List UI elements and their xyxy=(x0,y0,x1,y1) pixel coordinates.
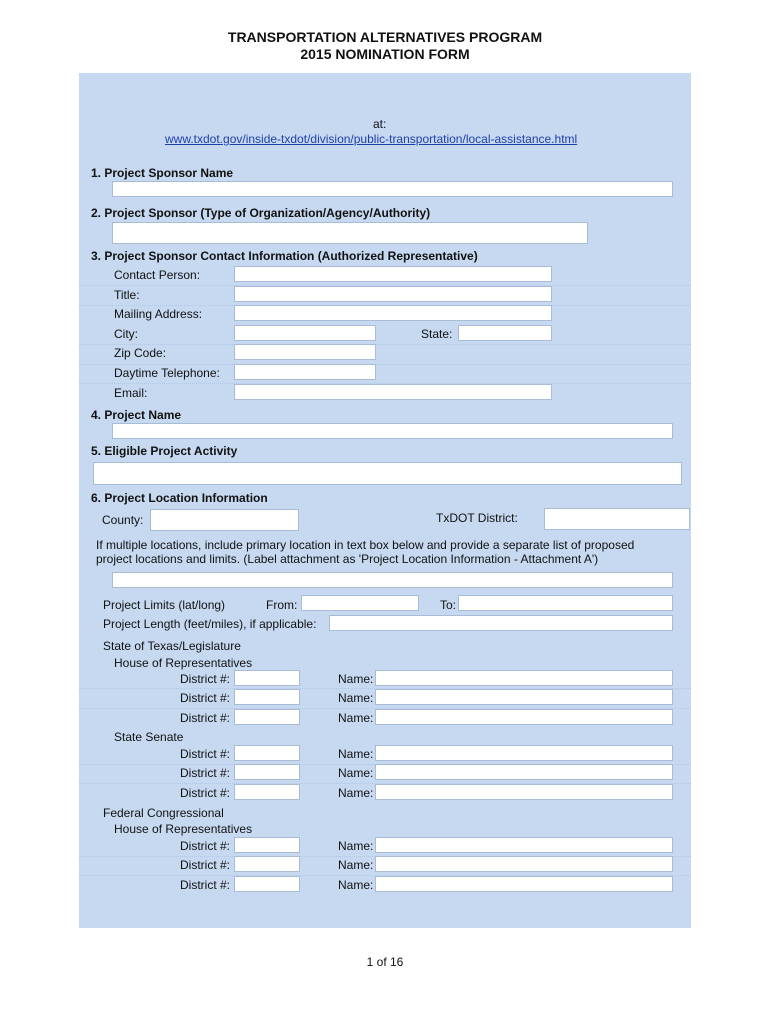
name-label: Name: xyxy=(338,747,374,761)
project-name-input[interactable] xyxy=(112,423,673,439)
section-4-heading: 4. Project Name xyxy=(91,408,182,422)
federal-house-heading: House of Representatives xyxy=(114,822,253,836)
name-label: Name: xyxy=(338,786,374,800)
state-house-district-input-3[interactable] xyxy=(234,709,300,725)
state-senate-name-input-1[interactable] xyxy=(375,745,673,761)
mailing-address-input[interactable] xyxy=(234,305,552,321)
section-2-heading: 2. Project Sponsor (Type of Organization/Agency/Authority) xyxy=(91,206,431,220)
mailing-address-label: Mailing Address: xyxy=(114,307,203,321)
federal-house-district-input-3[interactable] xyxy=(234,876,300,892)
name-label: Name: xyxy=(338,691,374,705)
state-senate-district-input-1[interactable] xyxy=(234,745,300,761)
state-senate-district-input-2[interactable] xyxy=(234,764,300,780)
name-label: Name: xyxy=(338,766,374,780)
email-label: Email: xyxy=(114,386,148,400)
district-label: District #: xyxy=(180,672,231,686)
name-label: Name: xyxy=(338,878,374,892)
form-title-line2: 2015 NOMINATION FORM xyxy=(300,46,470,62)
title-input[interactable] xyxy=(234,286,552,302)
name-label: Name: xyxy=(338,672,374,686)
intro-at: at: xyxy=(373,117,387,131)
row-divider xyxy=(79,344,691,345)
federal-house-district-input-1[interactable] xyxy=(234,837,300,853)
project-sponsor-name-input[interactable] xyxy=(112,181,673,197)
state-house-name-input-3[interactable] xyxy=(375,709,673,725)
district-label: District #: xyxy=(180,839,231,853)
multiple-locations-note-line1: If multiple locations, include primary location in text box below and provide a separate list of proposed xyxy=(96,538,635,552)
section-1-heading: 1. Project Sponsor Name xyxy=(91,166,234,180)
zip-code-input[interactable] xyxy=(234,344,376,360)
limits-from-input[interactable] xyxy=(301,595,419,611)
section-6-heading: 6. Project Location Information xyxy=(91,491,268,505)
txdot-district-label: TxDOT District: xyxy=(436,511,518,525)
multiple-locations-note-line2: project locations and limits. (Label attachment as 'Project Location Information - Attachment A') xyxy=(96,552,599,566)
state-house-name-input-2[interactable] xyxy=(375,689,673,705)
state-house-district-input-1[interactable] xyxy=(234,670,300,686)
county-input[interactable] xyxy=(150,509,299,531)
page-number: 1 of 16 xyxy=(366,955,404,969)
county-label: County: xyxy=(102,513,144,527)
email-input[interactable] xyxy=(234,384,552,400)
district-label: District #: xyxy=(180,766,231,780)
name-label: Name: xyxy=(338,839,374,853)
state-house-district-input-2[interactable] xyxy=(234,689,300,705)
state-senate-district-input-3[interactable] xyxy=(234,784,300,800)
zip-code-label: Zip Code: xyxy=(114,346,167,360)
contact-person-input[interactable] xyxy=(234,266,552,282)
district-label: District #: xyxy=(180,747,231,761)
district-label: District #: xyxy=(180,691,231,705)
federal-house-name-input-1[interactable] xyxy=(375,837,673,853)
row-divider xyxy=(79,364,691,365)
daytime-telephone-input[interactable] xyxy=(234,364,376,380)
section-3-heading: 3. Project Sponsor Contact Information (Authorized Representative) xyxy=(91,249,478,263)
state-senate-heading: State Senate xyxy=(114,730,184,744)
state-senate-name-input-3[interactable] xyxy=(375,784,673,800)
district-label: District #: xyxy=(180,711,231,725)
section-5-heading: 5. Eligible Project Activity xyxy=(91,444,238,458)
district-label: District #: xyxy=(180,878,231,892)
federal-house-district-input-2[interactable] xyxy=(234,856,300,872)
district-label: District #: xyxy=(180,858,231,872)
project-length-label: Project Length (feet/miles), if applicable: xyxy=(103,617,317,631)
from-label: From: xyxy=(266,598,298,612)
sponsor-type-input[interactable] xyxy=(112,222,588,244)
form-title-line1: TRANSPORTATION ALTERNATIVES PROGRAM xyxy=(227,29,543,45)
txdot-district-input[interactable] xyxy=(544,508,690,530)
state-house-name-input-1[interactable] xyxy=(375,670,673,686)
limits-to-input[interactable] xyxy=(458,595,673,611)
city-input[interactable] xyxy=(234,325,376,341)
district-label: District #: xyxy=(180,786,231,800)
name-label: Name: xyxy=(338,858,374,872)
name-label: Name: xyxy=(338,711,374,725)
daytime-telephone-label: Daytime Telephone: xyxy=(114,366,220,380)
txdot-link[interactable]: www.txdot.gov/inside-txdot/division/public-transportation/local-assistance.html xyxy=(165,132,578,146)
title-label: Title: xyxy=(114,288,140,302)
project-length-input[interactable] xyxy=(329,615,673,631)
primary-location-input[interactable] xyxy=(112,572,673,588)
federal-house-name-input-3[interactable] xyxy=(375,876,673,892)
city-label: City: xyxy=(114,327,138,341)
federal-house-name-input-2[interactable] xyxy=(375,856,673,872)
eligible-project-activity-input[interactable] xyxy=(93,462,682,485)
state-legislature-heading: State of Texas/Legislature xyxy=(103,639,241,653)
state-input[interactable] xyxy=(458,325,552,341)
contact-person-label: Contact Person: xyxy=(114,268,201,282)
project-limits-label: Project Limits (lat/long) xyxy=(103,598,226,612)
state-house-heading: House of Representatives xyxy=(114,656,253,670)
state-label: State: xyxy=(421,327,453,341)
federal-congressional-heading: Federal Congressional xyxy=(103,806,224,820)
to-label: To: xyxy=(440,598,457,612)
state-senate-name-input-2[interactable] xyxy=(375,764,673,780)
